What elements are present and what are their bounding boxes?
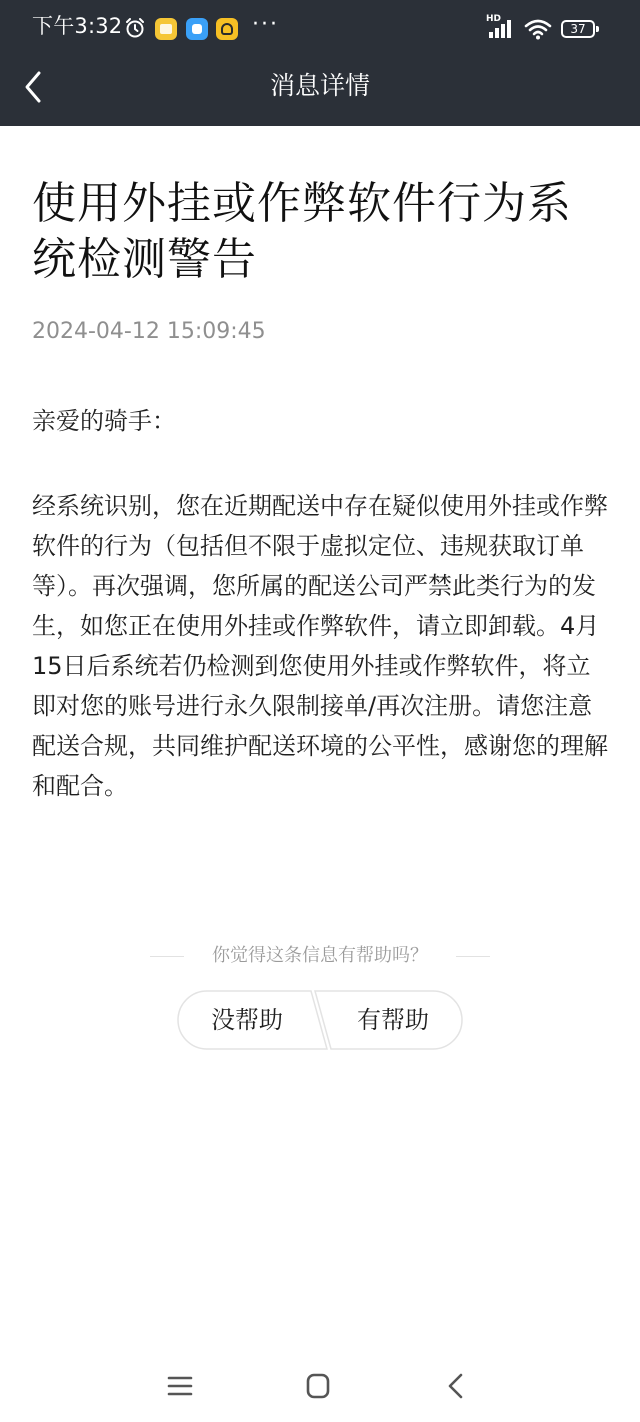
title-bar [0,48,640,126]
signal-icon [486,14,517,39]
status-bar [0,0,640,48]
message-body: 经系统识别，您在近期配送中存在疑似使用外挂或作弊软件的行为（包括但不限于虚拟定位、违规获取订单等）。再次强调，您所属的配送公司严禁此类行为的发生，如您正在使用外挂或作弊软件，请立即卸载。4月15日后系统若仍检测到您使用外挂或作弊软件，将立即对您的账号进行永久限制接单/再次注册。请您注意配送合规，共同维护配送环境的公平性，感谢您的理解和配合。 [32,492,608,800]
message-date: 2024-04-12 15:09:45 [32,319,266,344]
app-notification-icon [216,18,238,40]
more-dots-icon: ··· [252,12,279,37]
app-notification-icon [155,18,177,40]
home-button[interactable] [298,1366,338,1406]
feedback-question: 你觉得这条信息有帮助吗？ [212,945,428,966]
wifi-icon [524,18,552,40]
system-back-button[interactable] [436,1366,476,1406]
page-title: 消息详情 [269,71,370,100]
helpful-button[interactable]: 有帮助 [357,1006,429,1034]
home-icon [298,1366,338,1406]
back-icon [436,1366,476,1406]
network-type-label: HD [486,14,502,24]
feedback-prompt [150,942,490,970]
divider [150,956,184,957]
divider [456,956,490,957]
alarm-icon [124,17,146,39]
recent-apps-button[interactable] [160,1366,200,1406]
message-greeting: 亲爱的骑手： [32,407,176,435]
battery-level: 37 [570,22,586,36]
back-button[interactable] [10,60,56,114]
system-nav-bar [0,1350,640,1422]
feedback-buttons [177,990,463,1050]
not-helpful-button[interactable]: 没帮助 [211,1006,283,1034]
message-title: 使用外挂或作弊软件行为系统检测警告 [32,178,572,285]
chevron-left-icon [23,70,43,104]
battery-icon [561,20,595,38]
menu-icon [160,1366,200,1406]
app-notification-icon [186,18,208,40]
status-time: 下午3:32 [32,14,123,38]
